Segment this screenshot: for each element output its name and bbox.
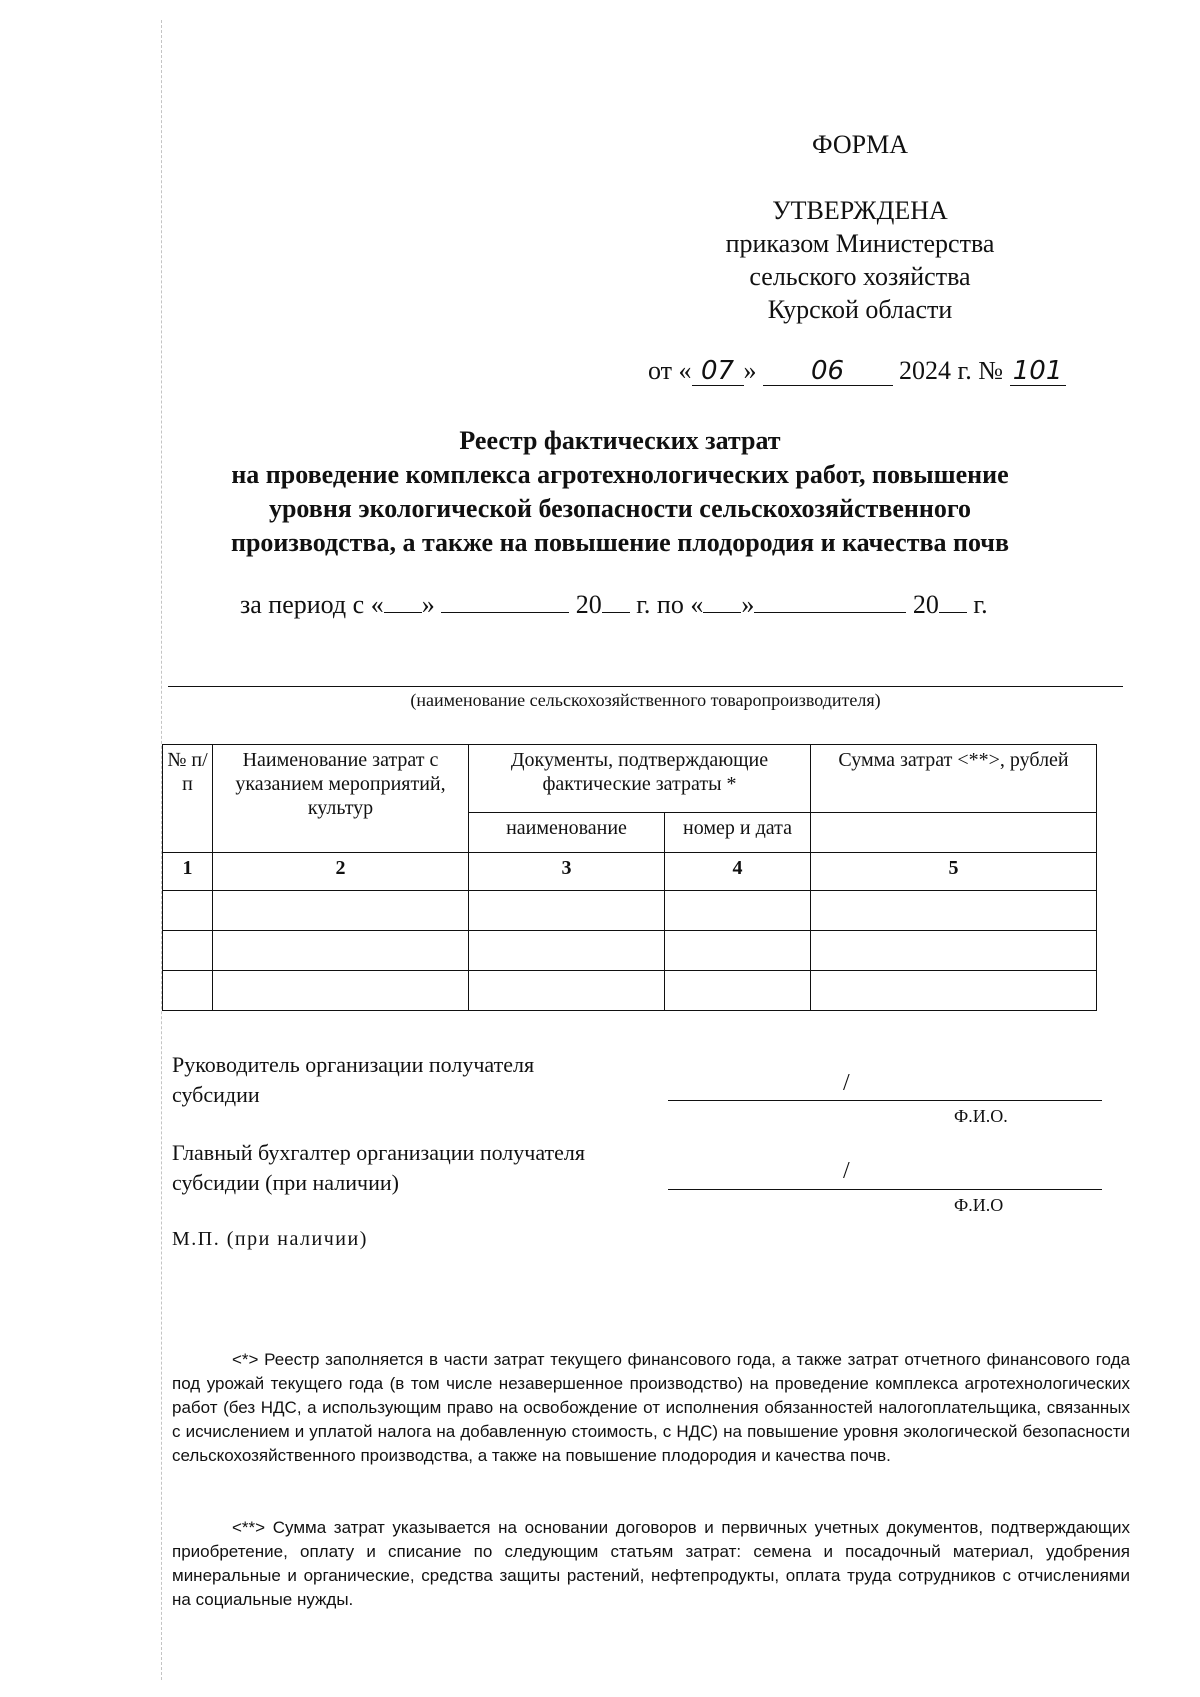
period-to-close: » (741, 590, 755, 619)
title-line: Реестр фактических затрат (459, 426, 781, 455)
header-docs-name: наименование (469, 813, 665, 853)
column-number: 5 (811, 853, 1097, 891)
form-label: ФОРМА (812, 130, 908, 159)
header-col-docs: Документы, подтверждающие фактические затраты * (469, 745, 811, 813)
period-from-close: » (421, 590, 435, 619)
empty-cell[interactable] (213, 931, 469, 971)
period-from-prefix: за период с « (240, 590, 384, 619)
producer-caption: (наименование сельскохозяйственного товаропроизводителя) (410, 690, 881, 710)
column-number: 2 (213, 853, 469, 891)
column-number-row (163, 853, 1097, 891)
footnote-1: <*> Реестр заполняется в части затрат текущего финансового года, а также затрат отчетного финансового года под урожай текущего года (в том числе незавершенное производство) на проведение комплекса агротехнологических работ (без НДС, а использующим право на освобождение от исполнения обязанностей налогоплательщика, связанных с исчислением и уплатой налога на добавленную стоимость, с НДС) на повышение уровня экологической безопасности сельскохозяйственного производства, а также на повышение плодородия и качества почв. (172, 1350, 1130, 1465)
header-col-name: Наименование затрат с указанием мероприятий, культур (213, 745, 469, 853)
accountant-signature-label (172, 1138, 585, 1198)
order-day: 07 (692, 357, 744, 386)
header-docs-numdate: номер и дата (665, 813, 811, 853)
accountant-label-line2: субсидии (при наличии) (172, 1170, 399, 1195)
head-signature-label (172, 1050, 534, 1110)
period-to-century: 20 (912, 590, 939, 619)
head-label-line1: Руководитель организации получателя (172, 1052, 535, 1077)
order-date-line (648, 356, 1066, 386)
header-col-sum: Сумма затрат <**>, рублей (811, 745, 1097, 813)
title-line: уровня экологической безопасности сельскохозяйственного (268, 494, 972, 523)
empty-cell[interactable] (163, 931, 213, 971)
producer-name-line[interactable] (168, 686, 1123, 687)
date-mid: » (743, 356, 757, 385)
document-title (160, 424, 1080, 560)
approved-label: УТВЕРЖДЕНА (772, 196, 948, 225)
table-row (163, 971, 1097, 1011)
approval-block (640, 194, 1080, 326)
table-row (163, 891, 1097, 931)
accountant-signature-line[interactable] (668, 1189, 1102, 1190)
column-number: 1 (163, 853, 213, 891)
stamp-label: М.П. (при наличии) (172, 1228, 368, 1250)
period-from-year-blank[interactable] (602, 588, 630, 613)
order-month: 06 (763, 357, 893, 386)
footnote-2: <**> Сумма затрат указывается на основании договоров и первичных учетных документов, подтверждающих приобретение, оплату и списание по следующим статьям затрат: семена и посадочный материал, удобрения минеральные и органические, средства защиты растений, нефтепродукты, оплата труда сотрудников с отчислениями на социальные нужды. (172, 1518, 1130, 1609)
empty-cell[interactable] (213, 971, 469, 1011)
empty-cell[interactable] (811, 891, 1097, 931)
empty-cell[interactable] (163, 891, 213, 931)
region-label: Курской области (767, 295, 953, 324)
order-number: 101 (1010, 357, 1066, 386)
period-to-day-blank[interactable] (703, 588, 741, 613)
empty-cell[interactable] (665, 971, 811, 1011)
period-to-prefix: г. по « (636, 590, 704, 619)
header-col-no: № п/п (163, 745, 213, 853)
column-number: 3 (469, 853, 665, 891)
head-label-line2: субсидии (172, 1082, 260, 1107)
empty-cell[interactable] (811, 971, 1097, 1011)
accountant-fio-caption: Ф.И.О (954, 1195, 1004, 1215)
period-to-suffix: г. (973, 590, 988, 619)
head-signature-line[interactable] (668, 1100, 1102, 1101)
order-year-label: 2024 г. № (899, 356, 1004, 385)
date-prefix: от « (648, 356, 692, 385)
title-line: производства, а также на повышение плодородия и качества почв (230, 528, 1010, 557)
period-from-month-blank[interactable] (441, 588, 569, 613)
empty-cell[interactable] (469, 891, 665, 931)
register-table (162, 744, 1097, 1011)
empty-cell[interactable] (665, 931, 811, 971)
empty-cell[interactable] (665, 891, 811, 931)
head-signature-slash: / (843, 1070, 850, 1096)
accountant-signature-slash: / (843, 1158, 850, 1184)
ministry-label: сельского хозяйства (749, 262, 971, 291)
empty-cell[interactable] (213, 891, 469, 931)
header-sum-sub (811, 813, 1097, 853)
head-fio-caption: Ф.И.О. (954, 1106, 1008, 1126)
period-to-month-blank[interactable] (754, 588, 906, 613)
table-row (163, 931, 1097, 971)
empty-cell[interactable] (469, 971, 665, 1011)
title-line: на проведение комплекса агротехнологических работ, повышение (231, 460, 1009, 489)
period-to-year-blank[interactable] (939, 588, 967, 613)
accountant-label-line1: Главный бухгалтер организации получателя (172, 1140, 586, 1165)
empty-cell[interactable] (469, 931, 665, 971)
order-label: приказом Министерства (725, 229, 995, 258)
period-from-century: 20 (575, 590, 602, 619)
period-from-day-blank[interactable] (384, 588, 422, 613)
empty-cell[interactable] (811, 931, 1097, 971)
period-line (240, 588, 988, 620)
column-number: 4 (665, 853, 811, 891)
empty-cell[interactable] (163, 971, 213, 1011)
